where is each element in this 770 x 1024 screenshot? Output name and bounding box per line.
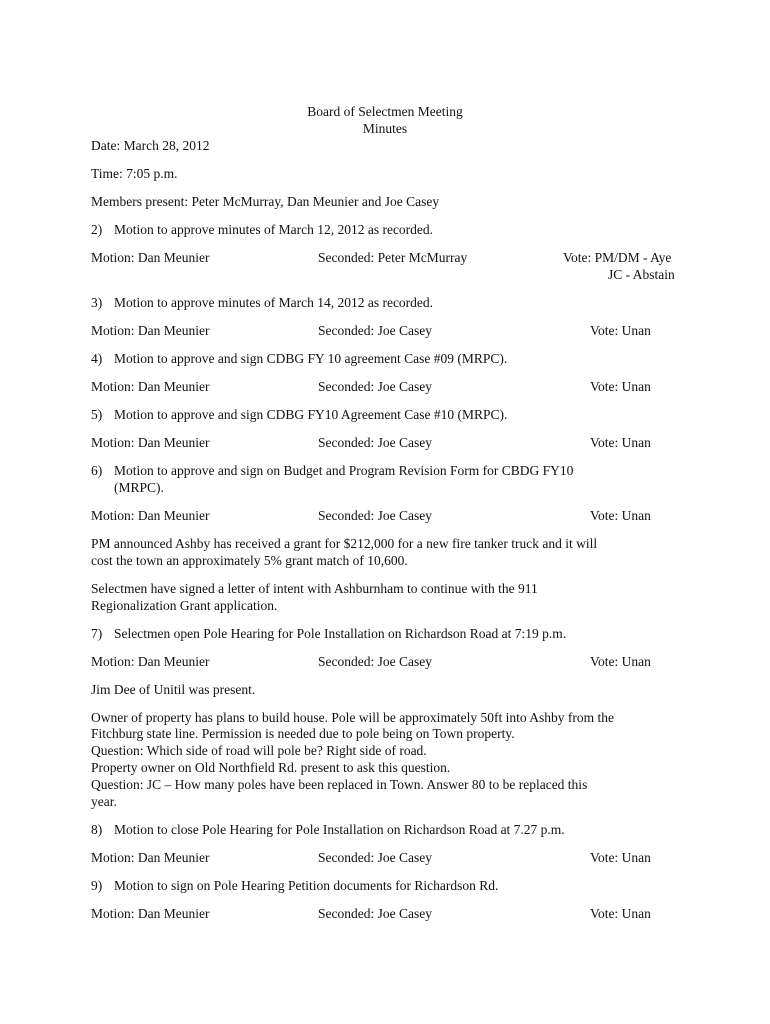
item-text: Selectmen open Pole Hearing for Pole Installation on Richardson Road at 7:19 p.m. — [114, 626, 567, 641]
motion-row — [0, 250, 770, 266]
intent-note-line1: Selectmen have signed a letter of intent with Ashburnham to continue with the 911 — [91, 581, 538, 596]
owner-note-line2: Fitchburg state line. Permission is needed due to pole being on Town property. — [91, 726, 515, 741]
seconded-by: Seconded: Peter McMurray — [318, 250, 468, 265]
item-text: Motion to approve and sign CDBG FY 10 agreement Case #09 (MRPC). — [114, 351, 508, 366]
vote-result: Vote: PM/DM - Aye — [563, 250, 672, 265]
vote-result: Vote: Unan — [590, 850, 651, 865]
vote-result: Vote: Unan — [590, 654, 651, 669]
motion-row — [0, 906, 770, 922]
item-text: Motion to sign on Pole Hearing Petition documents for Richardson Rd. — [114, 878, 499, 893]
motion-row — [0, 323, 770, 339]
seconded-by: Seconded: Joe Casey — [318, 906, 432, 921]
item-text: Motion to approve minutes of March 14, 2012 as recorded. — [114, 295, 434, 310]
item-number: 7) — [91, 626, 103, 641]
grant-note-line2: cost the town an approximately 5% grant match of 10,600. — [91, 553, 408, 568]
item-text: Motion to approve minutes of March 12, 2012 as recorded. — [114, 222, 434, 237]
grant-note-line1: PM announced Ashby has received a grant for $212,000 for a new fire tanker truck and it will — [91, 536, 598, 551]
vote-result: Vote: Unan — [590, 508, 651, 523]
item-number: 3) — [91, 295, 103, 310]
meeting-date: Date: March 28, 2012 — [91, 138, 210, 153]
vote-result-line2: JC - Abstain — [608, 267, 675, 282]
motion-by: Motion: Dan Meunier — [91, 323, 210, 338]
motion-row — [0, 435, 770, 451]
seconded-by: Seconded: Joe Casey — [318, 654, 432, 669]
seconded-by: Seconded: Joe Casey — [318, 508, 432, 523]
item-text: Motion to approve and sign CDBG FY10 Agreement Case #10 (MRPC). — [114, 407, 508, 422]
motion-by: Motion: Dan Meunier — [91, 250, 210, 265]
owner-note-line6: year. — [91, 794, 117, 809]
motion-by: Motion: Dan Meunier — [91, 379, 210, 394]
vote-result: Vote: Unan — [590, 435, 651, 450]
item-text: Motion to close Pole Hearing for Pole Installation on Richardson Road at 7.27 p.m. — [114, 822, 565, 837]
seconded-by: Seconded: Joe Casey — [318, 323, 432, 338]
vote-result: Vote: Unan — [590, 323, 651, 338]
motion-row — [0, 379, 770, 395]
item-number: 8) — [91, 822, 103, 837]
seconded-by: Seconded: Joe Casey — [318, 850, 432, 865]
owner-note-line4: Property owner on Old Northfield Rd. present to ask this question. — [91, 760, 451, 775]
item-number: 4) — [91, 351, 103, 366]
item-number: 9) — [91, 878, 103, 893]
vote-result: Vote: Unan — [590, 379, 651, 394]
motion-by: Motion: Dan Meunier — [91, 435, 210, 450]
seconded-by: Seconded: Joe Casey — [318, 435, 432, 450]
item-text: Motion to approve and sign on Budget and Program Revision Form for CBDG FY10 — [114, 463, 574, 478]
vote-result: Vote: Unan — [590, 906, 651, 921]
attendee-note: Jim Dee of Unitil was present. — [91, 682, 256, 697]
motion-row — [0, 654, 770, 670]
members-present: Members present: Peter McMurray, Dan Meunier and Joe Casey — [91, 194, 440, 209]
motion-by: Motion: Dan Meunier — [91, 654, 210, 669]
owner-note-line3: Question: Which side of road will pole be? Right side of road. — [91, 743, 427, 758]
document-title: Board of Selectmen Meeting — [307, 104, 463, 119]
owner-note-line1: Owner of property has plans to build house. Pole will be approximately 50ft into Ashby from the — [91, 710, 615, 725]
item-text-line2: (MRPC). — [114, 480, 164, 495]
motion-row — [0, 508, 770, 524]
item-number: 2) — [91, 222, 103, 237]
item-number: 5) — [91, 407, 103, 422]
document-subtitle: Minutes — [362, 121, 408, 136]
intent-note-line2: Regionalization Grant application. — [91, 598, 278, 613]
motion-by: Motion: Dan Meunier — [91, 508, 210, 523]
item-number: 6) — [91, 463, 103, 478]
meeting-time: Time: 7:05 p.m. — [91, 166, 178, 181]
motion-by: Motion: Dan Meunier — [91, 850, 210, 865]
motion-by: Motion: Dan Meunier — [91, 906, 210, 921]
seconded-by: Seconded: Joe Casey — [318, 379, 432, 394]
owner-note-line5: Question: JC – How many poles have been replaced in Town. Answer 80 to be replaced this — [91, 777, 588, 792]
motion-row — [0, 850, 770, 866]
